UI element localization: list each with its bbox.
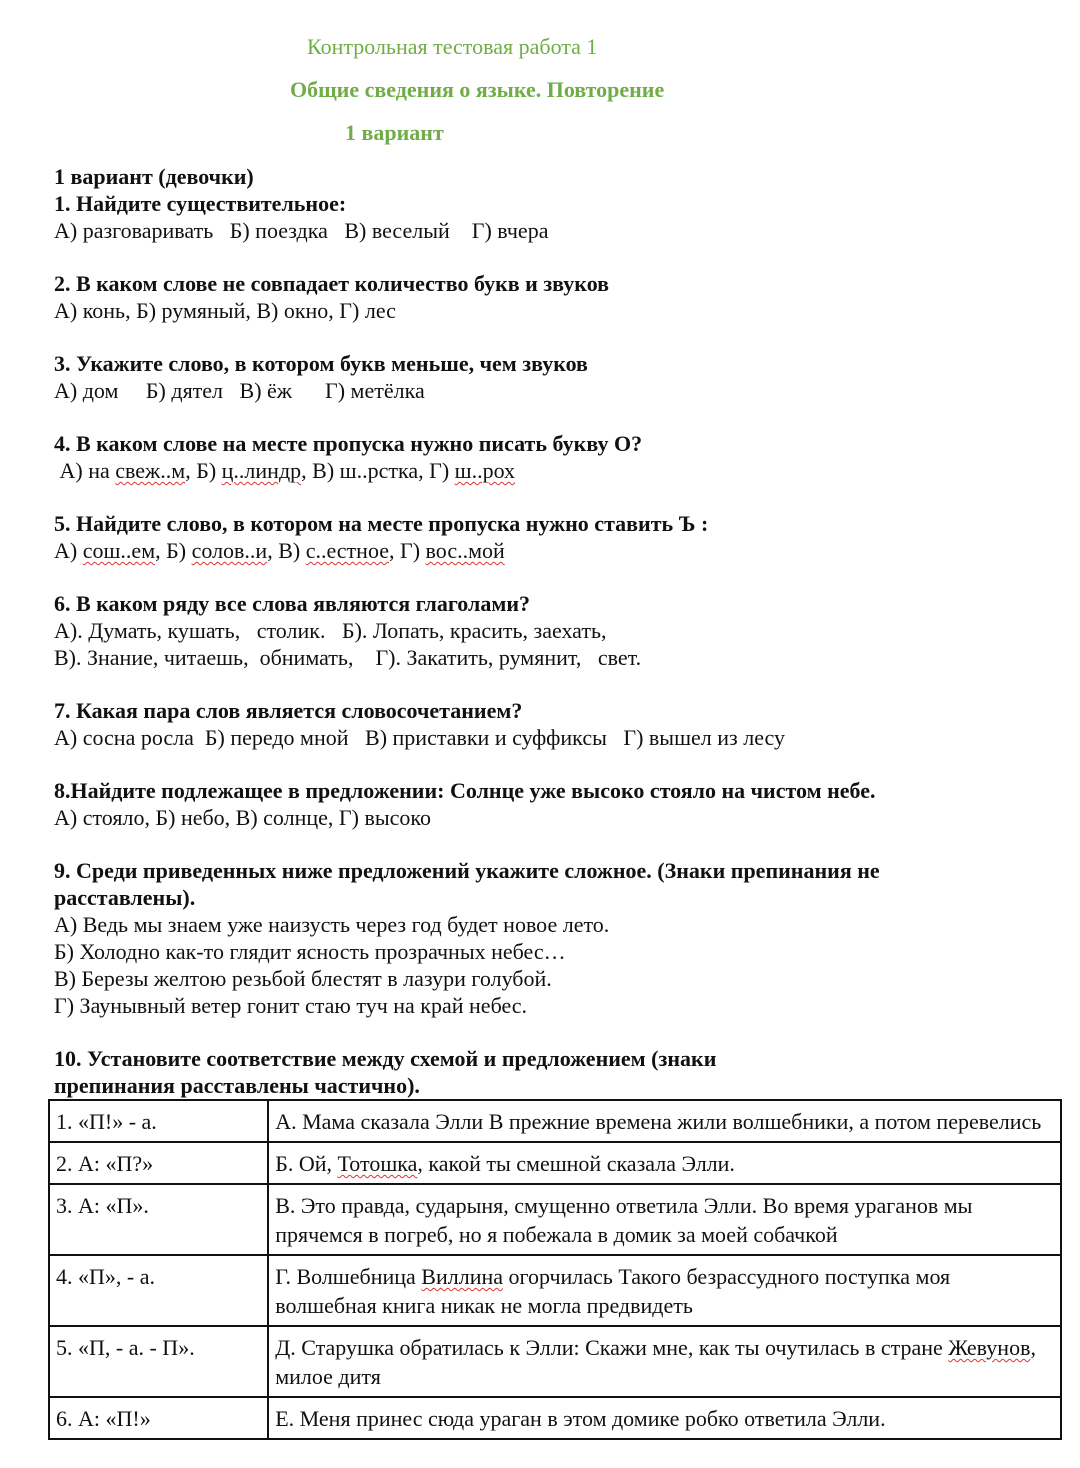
question-title: 10. Установите соответствие между схемой и предложением (знаки препинания расставлены частично).: [54, 1046, 717, 1098]
table-row: [49, 1255, 1061, 1326]
answer-option: Б) Холодно как-то глядит ясность прозрачных небес…: [54, 939, 566, 964]
question-10: [54, 1045, 1054, 1099]
question-8: [54, 777, 1054, 831]
matching-table: [48, 1099, 1062, 1440]
worksheet-title: Контрольная тестовая работа 1: [307, 34, 598, 59]
answer-options: А) сош..ем, Б) солов..и, В) с..естное, Г) вос..мой: [54, 538, 505, 563]
scheme-cell: 1. «П!» - а.: [49, 1100, 268, 1142]
spellcheck-underlined-word: ш..рох: [454, 458, 516, 483]
sentence-cell: Д. Старушка обратилась к Элли: Скажи мне, как ты очутилась в стране Жевунов, милое дитя: [268, 1326, 1061, 1397]
question-title: 8.Найдите подлежащее в предложении: Солнце уже высоко стояло на чистом небе.: [54, 778, 876, 803]
spellcheck-underlined-word: солов..и: [191, 538, 268, 563]
answer-options: А) сосна росла Б) передо мной В) приставки и суффиксы Г) вышел из лесу: [54, 725, 785, 750]
table-row: [49, 1326, 1061, 1397]
scheme-cell: 2. А: «П?»: [49, 1142, 268, 1184]
answer-options: А). Думать, кушать, столик. Б). Лопать, красить, заехать,: [54, 618, 607, 643]
answer-options: А) стояло, Б) небо, В) солнце, Г) высоко: [54, 805, 431, 830]
answer-options: А) разговаривать Б) поездка В) веселый Г) вчера: [54, 218, 549, 243]
sentence-cell: Е. Меня принес сюда ураган в этом домике робко ответила Элли.: [268, 1397, 1061, 1439]
table-row: [49, 1100, 1061, 1142]
question-7: [54, 697, 1054, 751]
answer-options: А) дом Б) дятел В) ёж Г) метёлка: [54, 378, 425, 403]
question-4: [54, 430, 1054, 484]
sentence-cell: А. Мама сказала Элли В прежние времена жили волшебники, а потом перевелись: [268, 1100, 1061, 1142]
question-5: [54, 510, 1054, 564]
spellcheck-underlined-word: свеж..м: [115, 458, 186, 483]
spellcheck-underlined-word: Тотошка: [337, 1151, 418, 1176]
question-9: [54, 857, 1054, 1019]
question-2: [54, 270, 1054, 324]
spellcheck-underlined-word: с..естное: [305, 538, 389, 563]
question-title: 9. Среди приведенных ниже предложений укажите сложное. (Знаки препинания не расставлены).: [54, 858, 880, 910]
scheme-cell: 6. А: «П!»: [49, 1397, 268, 1439]
worksheet-subtitle: Общие сведения о языке. Повторение: [290, 77, 665, 102]
scheme-cell: 3. А: «П».: [49, 1184, 268, 1255]
table-row: [49, 1397, 1061, 1439]
table-row: [49, 1142, 1061, 1184]
spellcheck-underlined-word: вос..мой: [425, 538, 505, 563]
question-1: [54, 163, 1054, 244]
sentence-cell: Б. Ой, Тотошка, какой ты смешной сказала Элли.: [268, 1142, 1061, 1184]
question-title: 7. Какая пара слов является словосочетанием?: [54, 698, 523, 723]
answer-option: А) Ведь мы знаем уже наизусть через год будет новое лето.: [54, 912, 610, 937]
spellcheck-underlined-word: ц..линдр: [221, 458, 302, 483]
question-title: 5. Найдите слово, в котором на месте пропуска нужно ставить Ъ :: [54, 511, 709, 536]
question-title: 6. В каком ряду все слова являются глаголами?: [54, 591, 530, 616]
question-6: [54, 590, 1054, 671]
scheme-cell: 4. «П», - а.: [49, 1255, 268, 1326]
scheme-cell: 5. «П, - а. - П».: [49, 1326, 268, 1397]
answer-option: Г) Заунывный ветер гонит стаю туч на край небес.: [54, 993, 528, 1018]
answer-options: А) конь, Б) румяный, В) окно, Г) лес: [54, 298, 396, 323]
question-3: [54, 350, 1054, 404]
spellcheck-underlined-word: сош..ем: [82, 538, 156, 563]
question-title: 4. В каком слове на месте пропуска нужно писать букву О?: [54, 431, 643, 456]
worksheet-variant: 1 вариант: [345, 120, 444, 145]
answer-option: В) Березы желтою резьбой блестят в лазури голубой.: [54, 966, 552, 991]
spellcheck-underlined-word: Жевунов: [948, 1335, 1031, 1360]
question-title: 1. Найдите существительное:: [54, 191, 347, 216]
question-title: 3. Укажите слово, в котором букв меньше, чем звуков: [54, 351, 588, 376]
sentence-cell: Г. Волшебница Виллина огорчилась Такого безрассудного поступка моя волшебная книга никак не могла предвидеть: [268, 1255, 1061, 1326]
table-row: [49, 1184, 1061, 1255]
answer-options: А) на свеж..м, Б) ц..линдр, В) ш..рстка, Г) ш..рох: [54, 458, 516, 483]
variant-label: 1 вариант (девочки): [54, 164, 254, 189]
spellcheck-underlined-word: Виллина: [421, 1264, 504, 1289]
questions-section: [54, 163, 1054, 1099]
question-title: 2. В каком слове не совпадает количество букв и звуков: [54, 271, 610, 296]
answer-options: В). Знание, читаешь, обнимать, Г). Закатить, румянит, свет.: [54, 645, 642, 670]
sentence-cell: В. Это правда, сударыня, смущенно ответила Элли. Во время ураганов мы прячемся в погреб, но я побежала в домик за моей собачкой: [268, 1184, 1061, 1255]
